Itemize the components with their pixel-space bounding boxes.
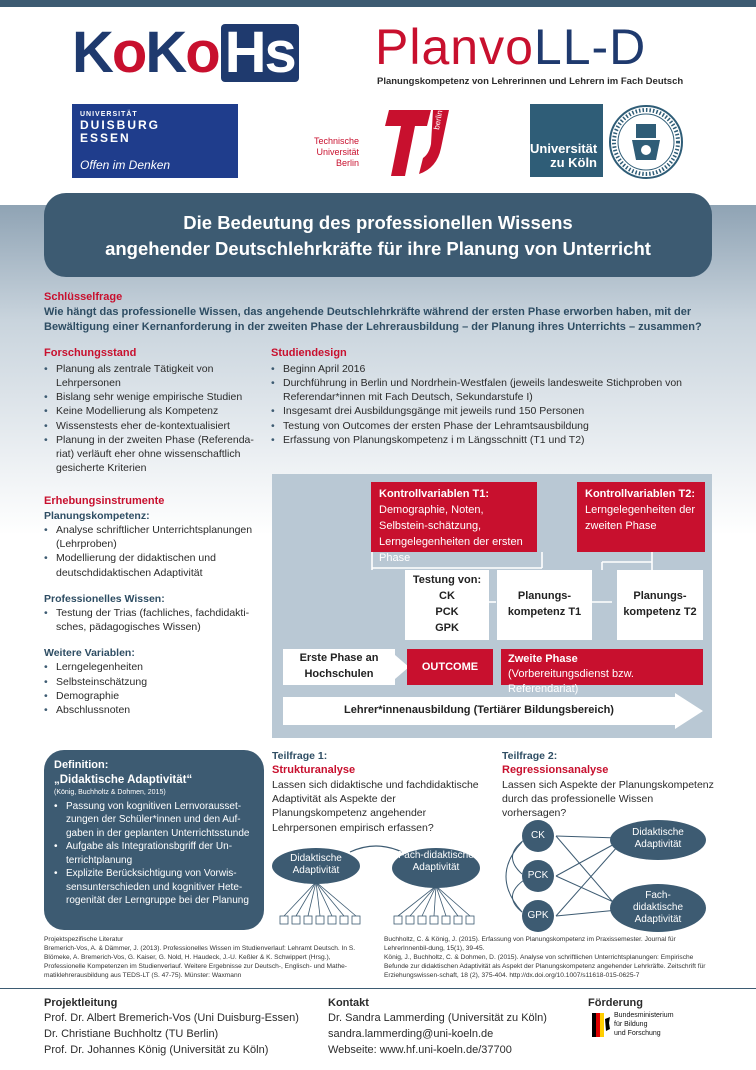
subquestion-2-heading: Teilfrage 2: [502,750,558,762]
tub-logo-mark [385,108,451,178]
instruments-heading: Erhebungsinstrumente [44,495,165,507]
subquestion-2 [502,749,714,821]
contact-email-link[interactable]: sandra.lammerding@uni-koeln.de [328,1027,494,1040]
federal-eagle-icon [592,1013,610,1037]
list-item: • Durchführung in Berlin und Nordrhein-Westfalen (jeweils landesweite Stichproben von Referendar*innen mit Fach Deutsch, Sekundarstufe I) [271,376,711,404]
definition-source: (König, Buchholtz & Dohmen, 2015) [54,789,166,797]
list-item: • Aufgabe als Integrationsbgriff der Un-terrichtplanung [54,840,254,867]
list-item: • Insgesamt drei Ausbildungsgänge mit jeweils rund 150 Personen [271,404,711,418]
bmbf-logo-text: Bundesministerium für Bildung und Forschung [614,1012,674,1037]
planning-competence-heading: Planungskompetenz: [44,509,150,522]
list-item: Dr. Christiane Buchholtz (TU Berlin) [44,1027,219,1040]
list-item: • Demographie [44,689,256,703]
koeln-logo: Universität zu Köln [530,104,603,177]
subquestion-2-method: Regressionsanalyse [502,764,609,777]
list-item: Prof. Dr. Johannes König (Universität zu Köln) [44,1043,269,1056]
list-item: • Lerngelegenheiten [44,660,256,674]
second-phase-box: Zweite Phase (Vorbereitungsdienst bzw. Referendariat) [501,649,703,685]
subquestion-1-method: Strukturanalyse [272,764,356,777]
contact [328,996,578,1059]
professional-knowledge-heading: Professionelles Wissen: [44,592,165,605]
list-item: • Bislang sehr wenige empirische Studien [44,390,256,404]
node-didactic-adaptivity: Didaktische Adaptivität [290,853,342,876]
key-question-text: Wie hängt das professionelle Wissen, das angehende Deutschlehrkräfte während der ersten Phase erworben haben, mit der Bewältigung einer Kernanforderung in der zweiten Phase der Lehrerausbildung – der Planung ihres Unterrichts – zusammen? [44,305,702,333]
literature-left: Projektspezifische Literatur Bremerich-Vos, A. & Dämmer, J. (2013). Professionelles Wissen im Studienverlauf: Lehramt Deutsch. In S. Blömeke, A. Bremerich-Vos, G. Kaiser, G. Nold, H. Haudeck, J.-U. Keßler & K. Schwippert (Hrsg.), Professionelle Kompetenzen im Studienverlauf. Weitere Ergebnisse zur Deutsch-, Englisch- und Mathe-matiklehrerausbildung aus TEDS-LT (S. 47-75). Münster: Waxmann [44,936,356,979]
project-lead [44,996,314,1059]
node-pck: PCK [527,870,549,881]
node-subject-didactic-adaptivity-2: Fach-didaktische Adaptivität [632,890,684,925]
further-variables-heading: Weitere Variablen: [44,647,135,660]
key-question-section [44,290,714,335]
list-item: • Keine Modellierung als Kompetenz [44,404,256,418]
contact-heading: Kontakt [328,997,369,1009]
instruments-section [44,494,256,717]
first-phase-box: Erste Phase an Hochschulen [283,649,395,685]
subquestion-2-text: Lassen sich Aspekte der Planungskompetenz durch das professionelle Wissen vorhersagen? [502,779,714,820]
planning-competence-t1: Planungs-kompetenz T1 [497,570,592,640]
tub-logo-text: Technische Universität Berlin [314,136,360,168]
research-status-section [44,346,256,475]
definition-term: „Didaktische Adaptivität“ [54,773,193,786]
study-design-section [271,346,711,447]
list-item: • Planung in der zweiten Phase (Referenda-riat) verläuft eher ohne wissenschaftlich gesicherte Kriterien [44,433,256,476]
svg-text:berlin: berlin [432,109,445,131]
control-vars-t1: Kontrollvariablen T1: Demographie, Noten, Selbstein-schätzung, Lerngelegenheiten der ersten Phase [371,482,537,552]
list-item: • Beginn April 2016 [271,362,711,376]
list-item: • Testung von Outcomes der ersten Phase der Lehramtsausbildung [271,419,711,433]
planning-competence-t2: Planungs-kompetenz T2 [617,570,703,640]
node-subject-didactic-adaptivity: Fach-didaktische Adaptivität [398,850,474,873]
list-item: • Passung von kognitiven Lernvorausset-zungen der Schüler*innen und den Auf-gaben in der geplanten Unterrichtsstunde [54,800,254,841]
list-item: Prof. Dr. Albert Bremerich-Vos (Uni Duisburg-Essen) [44,1011,299,1024]
funding-heading: Förderung [588,997,643,1009]
funding [588,996,738,1011]
top-bar [0,0,756,7]
list-item: • Modellierung der didaktischen und deutschdidaktischen Adaptivität [44,551,256,579]
literature-right: Buchholtz, C. & König, J. (2015). Erfassung von Planungskompetenz im Praxissemester. Journal für LehrerInnenbil-dung, 15(1), 39-45. König, J., Buchholtz, C. & Dohmen, D. (2015). Analyse von schriftlichen Unterrichtsplanungen: Empirische Befunde zur didaktischen Adaptivität als Aspekt der Planungskompetenz angehender Lehrkräfte. Zeitschrift für Erziehungswissen-schaft, 18 (2), 375-404. http://dx.doi.org/10.1007/s11618-015-0625-7 [384,936,706,979]
list-item: • Selbsteinschätzung [44,675,256,689]
control-vars-t2: Kontrollvariablen T2: Lerngelegenheiten der zweiten Phase [577,482,705,552]
definition-box [44,750,264,930]
list-item: • Planung als zentrale Tätigkeit von Lehrpersonen [44,362,256,390]
testing-box: Testung von: CK PCK GPK [405,570,489,640]
footer-divider [0,988,756,989]
planvoll-subtitle: Planungskompetenz von Lehrerinnen und Lehrern im Fach Deutsch [377,76,684,87]
list-item: • Testung der Trias (fachliches, fachdidakti-sches, pädagogisches Wissen) [44,606,256,634]
subquestion-1 [272,749,492,835]
contact-name: Dr. Sandra Lammerding (Universität zu Köln) [328,1011,547,1024]
node-ck: CK [531,830,545,841]
list-item: • Explizite Berücksichtigung von Vorwis-sensunterschieden und kognitiver Hete-rogenität der Lerngruppe bei der Planung [54,867,254,908]
node-gpk: GPK [527,910,549,921]
planvoll-logo: PlanvoLL-D [375,19,647,75]
study-design-heading: Studiendesign [271,347,347,359]
education-arrow-label: Lehrer*innenausbildung (Tertiärer Bildungsbereich) [344,704,614,716]
ude-logo: UNIVERSITÄT DUISBURG ESSEN Offen im Denken [72,104,238,178]
outcome-box: OUTCOME [407,649,493,685]
node-didactic-adaptivity-2: Didaktische Adaptivität [632,827,684,850]
list-item: • Wissenstests eher de-kontextualisiert [44,419,256,433]
koeln-seal-icon [608,104,684,180]
list-item: • Abschlussnoten [44,703,256,717]
list-item: • Erfassung von Planungskompetenz i m Längsschnitt (T1 und T2) [271,433,711,447]
subquestion-1-heading: Teilfrage 1: [272,750,328,762]
key-question-heading: Schlüsselfrage [44,291,123,303]
contact-website-link[interactable]: Webseite: www.hf.uni-koeln.de/37700 [328,1043,512,1056]
list-item: • Analyse schriftlicher Unterrichtsplanungen (Lehrproben) [44,523,256,551]
kokohs-logo: KoKo Hs [72,24,299,82]
definition-heading: Definition: [54,759,109,771]
research-status-heading: Forschungsstand [44,347,137,359]
subquestion-1-text: Lassen sich didaktische und fachdidaktische Adaptivität als Aspekte der Planungskompetenz angehender Lehrpersonen empirisch erfassen? [272,779,479,834]
poster-title: Die Bedeutung des professionellen Wissens angehender Deutschlehrkräfte für ihre Planung von Unterricht [44,193,712,277]
project-lead-heading: Projektleitung [44,997,118,1009]
